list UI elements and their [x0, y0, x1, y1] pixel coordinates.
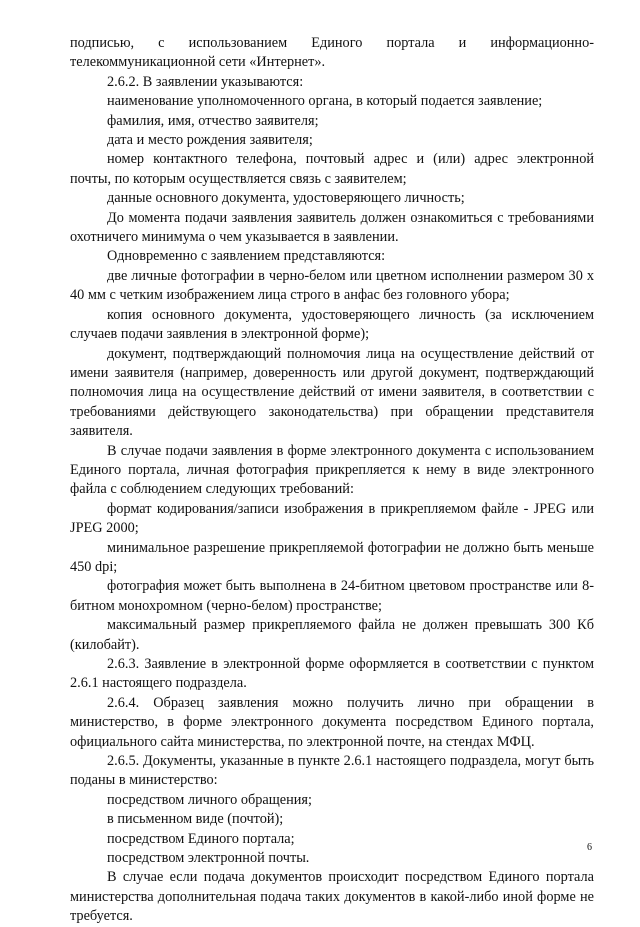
paragraph: максимальный размер прикрепляемого файла не должен превышать 300 Кб (килобайт).	[70, 617, 594, 653]
page-number: 6	[587, 842, 592, 853]
paragraph: данные основного документа, удостоверяющего личность;	[107, 190, 465, 207]
paragraph: фотография может быть выполнена в 24-битном цветовом пространстве или 8-битном монохромном (черно-белом) пространстве;	[70, 578, 594, 614]
paragraph: формат кодирования/записи изображения в прикрепляемом файле - JPEG или JPEG 2000;	[70, 500, 594, 537]
paragraph: Одновременно с заявлением представляются:	[107, 248, 386, 265]
paragraph: копия основного документа, удостоверяющего личность (за исключением случаев подачи заявления в электронной форме);	[70, 306, 594, 343]
paragraph: В случае если подача документов происходит посредством Единого портала министерства дополнительная подача таких документов в какой-либо иной форме не требуется.	[70, 869, 594, 925]
paragraph: 2.6.3. Заявление в электронной форме оформляется в соответствии с пунктом 2.6.1 настоящего подраздела.	[70, 656, 594, 692]
paragraph: минимальное разрешение прикрепляемой фотографии не должно быть меньше 450 dpi;	[70, 539, 594, 575]
paragraph: 2.6.4. Образец заявления можно получить лично при обращении в министерство, в форме электронного документа посредством Единого портала, официального сайта министерства, по электронной почте, на стендах МФЦ.	[70, 694, 594, 750]
paragraph: До момента подачи заявления заявитель должен ознакомиться с требованиями охотничего минимума о чем указывается в заявлении.	[70, 209, 594, 246]
paragraph: посредством личного обращения;	[107, 791, 312, 808]
paragraph: документ, подтверждающий полномочия лица на осуществление действий от имени заявителя (например, доверенность или другой документ, подтверждающий полномочия лица на осуществление действий от имени заявителя, в соответствии с требованиями действующего законодательства) при обращении представителя заявителя.	[70, 345, 594, 440]
paragraph: посредством Единого портала;	[107, 830, 295, 847]
paragraph: подписью, с использованием Единого портала и информационно-телекоммуникационной сети «Интернет».	[70, 35, 594, 71]
paragraph: В случае подачи заявления в форме электронного документа с использованием Единого портала, личная фотография прикрепляется к нему в виде электронного файла с соблюдением следующих требований:	[70, 442, 594, 498]
document-body	[70, 34, 594, 927]
paragraph: две личные фотографии в черно-белом или цветном исполнении размером 30 х 40 мм с четким изображением лица строго в анфас без головного убора;	[70, 267, 594, 304]
paragraph: 2.6.5. Документы, указанные в пункте 2.6.1 настоящего подраздела, могут быть поданы в министерство:	[70, 753, 594, 789]
paragraph: 2.6.2. В заявлении указываются:	[107, 73, 304, 90]
paragraph: в письменном виде (почтой);	[107, 811, 284, 828]
paragraph: посредством электронной почты.	[107, 850, 310, 867]
paragraph: номер контактного телефона, почтовый адрес и (или) адрес электронной почты, по которым осуществляется связь с заявителем;	[70, 151, 594, 187]
paragraph: наименование уполномоченного органа, в который подается заявление;	[107, 93, 543, 110]
paragraph: фамилия, имя, отчество заявителя;	[107, 112, 319, 129]
paragraph: дата и место рождения заявителя;	[107, 132, 313, 149]
